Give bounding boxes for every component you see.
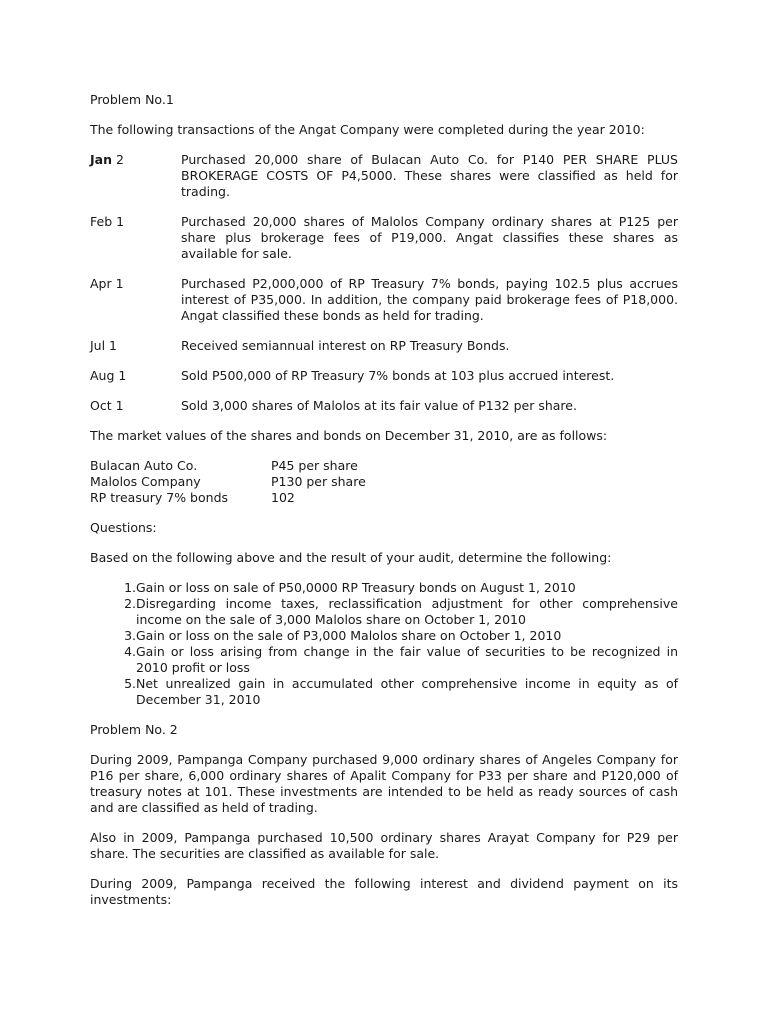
transaction-date: Aug 1 xyxy=(90,368,127,383)
questions-intro: Based on the following above and the result of your audit, determine the following: xyxy=(90,550,612,565)
questions-list xyxy=(90,580,678,708)
question-item xyxy=(90,676,678,708)
transaction-date: Jan 2 xyxy=(90,152,124,167)
question-number: 3. xyxy=(124,628,136,643)
transaction-text: Purchased 20,000 share of Bulacan Auto Co. for P140 PER SHARE PLUS BROKERAGE COSTS OF P4,5000. These shares were classified as held for trading. xyxy=(181,152,678,199)
problem-2-paragraph: Also in 2009, Pampanga purchased 10,500 ordinary shares Arayat Company for P29 per share. The securities are classified as available for sale. xyxy=(90,830,678,861)
transaction-text: Received semiannual interest on RP Treasury Bonds. xyxy=(181,338,510,353)
transaction-text: Sold 3,000 shares of Malolos at its fair value of P132 per share. xyxy=(181,398,577,413)
document-page xyxy=(90,92,678,922)
question-item xyxy=(90,580,678,596)
security-value: P45 per share xyxy=(271,458,358,473)
market-values-intro: The market values of the shares and bonds on December 31, 2010, are as follows: xyxy=(90,428,608,443)
market-value-row xyxy=(90,474,678,490)
question-text: Gain or loss on the sale of P3,000 Malolos share on October 1, 2010 xyxy=(136,628,562,643)
security-value: 102 xyxy=(271,490,295,505)
question-text: Disregarding income taxes, reclassification adjustment for other comprehensive income on the sale of 3,000 Malolos share on October 1, 2010 xyxy=(136,596,678,627)
market-values-table xyxy=(90,458,678,506)
questions-label: Questions: xyxy=(90,520,157,535)
transaction-date: Oct 1 xyxy=(90,398,124,413)
transaction-text: Purchased P2,000,000 of RP Treasury 7% bonds, paying 102.5 plus accrues interest of P35,000. In addition, the company paid brokerage fees of P18,000. Angat classified these bonds as held for trading. xyxy=(181,276,678,323)
security-name: Bulacan Auto Co. xyxy=(90,458,198,473)
question-number: 4. xyxy=(124,644,136,659)
security-value: P130 per share xyxy=(271,474,366,489)
question-item xyxy=(90,628,678,644)
market-value-row xyxy=(90,490,678,506)
question-number: 5. xyxy=(124,676,136,691)
transaction-date: Jul 1 xyxy=(90,338,118,353)
problem-1-title: Problem No.1 xyxy=(90,92,174,107)
transaction-row xyxy=(90,338,678,354)
question-text: Gain or loss on sale of P50,0000 RP Treasury bonds on August 1, 2010 xyxy=(136,580,576,595)
market-value-row xyxy=(90,458,678,474)
security-name: Malolos Company xyxy=(90,474,201,489)
question-number: 1. xyxy=(124,580,136,595)
problem-2-paragraph: During 2009, Pampanga received the following interest and dividend payment on its investments: xyxy=(90,876,678,907)
question-text: Gain or loss arising from change in the fair value of securities to be recognized in 2010 profit or loss xyxy=(136,644,678,675)
transaction-text: Purchased 20,000 shares of Malolos Company ordinary shares at P125 per share plus brokerage fees of P19,000. Angat classifies these shares as available for sale. xyxy=(181,214,678,261)
transaction-row xyxy=(90,368,678,384)
transactions-list xyxy=(90,152,678,414)
problem-2-title: Problem No. 2 xyxy=(90,722,178,737)
transaction-date: Feb 1 xyxy=(90,214,125,229)
question-number: 2. xyxy=(124,596,136,611)
question-item xyxy=(90,644,678,676)
security-name: RP treasury 7% bonds xyxy=(90,490,229,505)
transaction-row xyxy=(90,214,678,262)
transaction-date: Apr 1 xyxy=(90,276,124,291)
transaction-text: Sold P500,000 of RP Treasury 7% bonds at 103 plus accrued interest. xyxy=(181,368,615,383)
question-text: Net unrealized gain in accumulated other comprehensive income in equity as of December 31, 2010 xyxy=(136,676,678,707)
transaction-row xyxy=(90,152,678,200)
question-item xyxy=(90,596,678,628)
problem-1-intro: The following transactions of the Angat Company were completed during the year 2010: xyxy=(90,122,645,137)
problem-2-paragraph: During 2009, Pampanga Company purchased 9,000 ordinary shares of Angeles Company for P16 per share, 6,000 ordinary shares of Apalit Company for P33 per share and P120,000 of treasury notes at 101. These investments are intended to be held as ready sources of cash and are classified as held of trading. xyxy=(90,752,678,815)
transaction-row xyxy=(90,398,678,414)
transaction-row xyxy=(90,276,678,324)
